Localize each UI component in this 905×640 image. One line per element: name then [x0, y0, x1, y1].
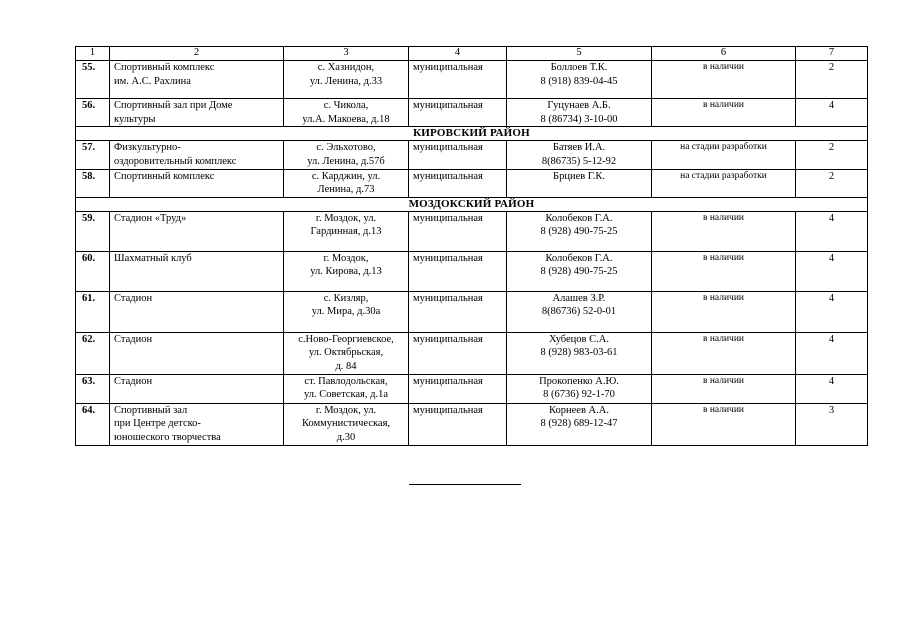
contact-person-line: Гуцунаев А.Б. [547, 100, 611, 111]
column-number-cell: 6 [652, 47, 796, 61]
facility-address-line: ул. Советская, д.1а [303, 389, 389, 401]
row-number: 62. [76, 332, 110, 374]
facility-name-line: Стадион «Труд» [114, 212, 187, 224]
table-row [76, 332, 868, 374]
row-number: 55. [76, 61, 110, 99]
facility-name [110, 211, 284, 251]
availability-status: в наличии [652, 61, 796, 99]
facility-address-line: ст. Павлодольская, [304, 375, 388, 387]
facility-address [284, 403, 409, 445]
table-row [76, 169, 868, 197]
column-number-cell: 7 [796, 47, 868, 61]
contact-person-line: 8 (918) 839-04-45 [540, 75, 618, 87]
facility-name-line: Шахматный клуб [114, 252, 192, 264]
facility-address [284, 291, 409, 332]
availability-status: в наличии [652, 99, 796, 127]
ownership-type: муниципальная [409, 61, 507, 99]
table-row [76, 403, 868, 445]
facility-name-line: Спортивный зал при Доме [114, 100, 233, 111]
facility-address-line: г. Моздок, ул. [315, 212, 377, 224]
rating-value: 3 [796, 403, 868, 445]
facility-name-line: культуры [114, 113, 156, 125]
row-number: 58. [76, 169, 110, 197]
facility-address [284, 211, 409, 251]
facility-address [284, 251, 409, 291]
table-row [76, 291, 868, 332]
rating-value: 4 [796, 211, 868, 251]
facility-address [284, 374, 409, 403]
rating-value: 2 [796, 169, 868, 197]
facilities-table [75, 46, 868, 446]
contact-person-line: Батяев И.А. [552, 142, 606, 154]
contact-person [507, 99, 652, 127]
contact-person-line: Алашев З.Р. [552, 292, 606, 304]
contact-person-line: 8(86735) 5-12-92 [541, 155, 617, 167]
column-number-cell: 5 [507, 47, 652, 61]
contact-person [507, 61, 652, 99]
facility-address-line: ул. Ленина, д.57б [307, 155, 385, 167]
contact-person [507, 374, 652, 403]
facility-name-line: Спортивный зал [114, 404, 188, 416]
facility-name-line: Физкультурно- [114, 142, 181, 154]
district-header-row [76, 197, 868, 211]
facility-name-line: Стадион [114, 333, 153, 345]
facility-address [284, 61, 409, 99]
district-header-row [76, 127, 868, 141]
facility-address-line: ул. Ленина, д.33 [309, 75, 383, 87]
rating-value: 4 [796, 251, 868, 291]
facility-address-line: г. Моздок, ул. [315, 404, 377, 416]
column-number-row [76, 47, 868, 61]
contact-person-line: Боллоев Т.К. [550, 62, 608, 73]
contact-person [507, 251, 652, 291]
row-number: 64. [76, 403, 110, 445]
row-number: 63. [76, 374, 110, 403]
ownership-type: муниципальная [409, 374, 507, 403]
availability-status: в наличии [652, 403, 796, 445]
facility-name [110, 291, 284, 332]
rating-value: 4 [796, 99, 868, 127]
facility-address-line: ул. Кирова, д.13 [310, 266, 382, 278]
contact-person-line: 8 (928) 689-12-47 [540, 418, 618, 430]
rating-value: 4 [796, 374, 868, 403]
availability-status: в наличии [652, 251, 796, 291]
row-number: 61. [76, 291, 110, 332]
facility-name-line: им. А.С. Рахлина [114, 75, 191, 87]
facility-address-line: д.30 [336, 432, 356, 444]
footer-rule [409, 484, 521, 485]
contact-person-line: 8(86736) 52-0-01 [541, 306, 617, 318]
district-name: МОЗДОКСКИЙ РАЙОН [76, 197, 868, 211]
facility-name [110, 332, 284, 374]
availability-status: на стадии разработки [652, 141, 796, 169]
district-name: КИРОВСКИЙ РАЙОН [76, 127, 868, 141]
ownership-type: муниципальная [409, 291, 507, 332]
ownership-type: муниципальная [409, 99, 507, 127]
facility-address [284, 99, 409, 127]
contact-person-line: Колобеков Г.А. [545, 212, 613, 224]
facility-name-line: при Центре детско- [114, 418, 201, 430]
facility-address-line: Ленина, д.73 [317, 184, 375, 196]
facility-name-line: юношеского творчества [114, 432, 221, 444]
table-row [76, 61, 868, 99]
column-number-cell: 3 [284, 47, 409, 61]
facility-name [110, 169, 284, 197]
table-body [76, 47, 868, 446]
contact-person-line: Хубецов С.А. [549, 333, 609, 345]
table-row [76, 99, 868, 127]
rating-value: 4 [796, 332, 868, 374]
facility-name-line: Спортивный комплекс [114, 170, 215, 182]
facility-address-line: с. Хазнидон, [317, 62, 375, 73]
facility-name [110, 403, 284, 445]
facility-address-line: Гардинная, д.13 [310, 226, 382, 238]
facility-name-line: Стадион [114, 292, 153, 304]
facility-address-line: с. Чикола, [323, 100, 369, 111]
column-number-cell: 1 [76, 47, 110, 61]
facility-address [284, 332, 409, 374]
facility-address-line: с. Эльхотово, [316, 142, 376, 154]
facility-name [110, 61, 284, 99]
contact-person [507, 169, 652, 197]
contact-person-line: Брциев Г.К. [553, 170, 605, 182]
facility-name-line: Спортивный комплекс [114, 62, 215, 73]
facility-address-line: с. Карджин, ул. [311, 170, 381, 182]
rating-value: 4 [796, 291, 868, 332]
column-number-cell: 2 [110, 47, 284, 61]
row-number: 60. [76, 251, 110, 291]
facility-address-line: г. Моздок, [323, 252, 369, 264]
contact-person-line: 8 (6736) 92-1-70 [543, 389, 615, 401]
facility-name-line: оздоровительный комплекс [114, 155, 237, 167]
facility-address-line: д. 84 [335, 361, 357, 373]
table-row [76, 251, 868, 291]
contact-person [507, 332, 652, 374]
row-number: 57. [76, 141, 110, 169]
facility-address-line: Коммунистическая, [301, 418, 391, 430]
availability-status: в наличии [652, 374, 796, 403]
facility-address [284, 169, 409, 197]
rating-value: 2 [796, 141, 868, 169]
contact-person-line: 8 (928) 490-75-25 [540, 226, 618, 238]
availability-status: на стадии разработки [652, 169, 796, 197]
facility-address-line: ул.А. Макоева, д.18 [302, 113, 390, 125]
availability-status: в наличии [652, 211, 796, 251]
contact-person-line: Колобеков Г.А. [545, 252, 613, 264]
ownership-type: муниципальная [409, 251, 507, 291]
contact-person-line: Корнеев А.А. [549, 404, 609, 416]
contact-person [507, 291, 652, 332]
ownership-type: муниципальная [409, 403, 507, 445]
ownership-type: муниципальная [409, 332, 507, 374]
ownership-type: муниципальная [409, 211, 507, 251]
contact-person-line: 8 (928) 490-75-25 [540, 266, 618, 278]
availability-status: в наличии [652, 332, 796, 374]
contact-person [507, 141, 652, 169]
facility-address-line: с.Ново-Георгиевское, [298, 333, 394, 345]
facility-address-line: ул. Октябрьская, [308, 347, 384, 359]
facility-name [110, 251, 284, 291]
availability-status: в наличии [652, 291, 796, 332]
row-number: 56. [76, 99, 110, 127]
rating-value: 2 [796, 61, 868, 99]
row-number: 59. [76, 211, 110, 251]
facility-address-line: ул. Мира, д.30а [311, 306, 381, 318]
column-number-cell: 4 [409, 47, 507, 61]
facility-address [284, 141, 409, 169]
facility-name-line: Стадион [114, 375, 153, 387]
facility-name [110, 374, 284, 403]
contact-person-line: 8 (928) 983-03-61 [540, 347, 618, 359]
facility-address-line: с. Кизляр, [323, 292, 369, 304]
contact-person [507, 403, 652, 445]
table-row [76, 141, 868, 169]
table-row [76, 211, 868, 251]
facility-name [110, 141, 284, 169]
contact-person-line: Прокопенко А.Ю. [539, 375, 619, 387]
facility-name [110, 99, 284, 127]
contact-person-line: 8 (86734) 3-10-00 [540, 113, 618, 125]
contact-person [507, 211, 652, 251]
table-row [76, 374, 868, 403]
ownership-type: муниципальная [409, 169, 507, 197]
ownership-type: муниципальная [409, 141, 507, 169]
